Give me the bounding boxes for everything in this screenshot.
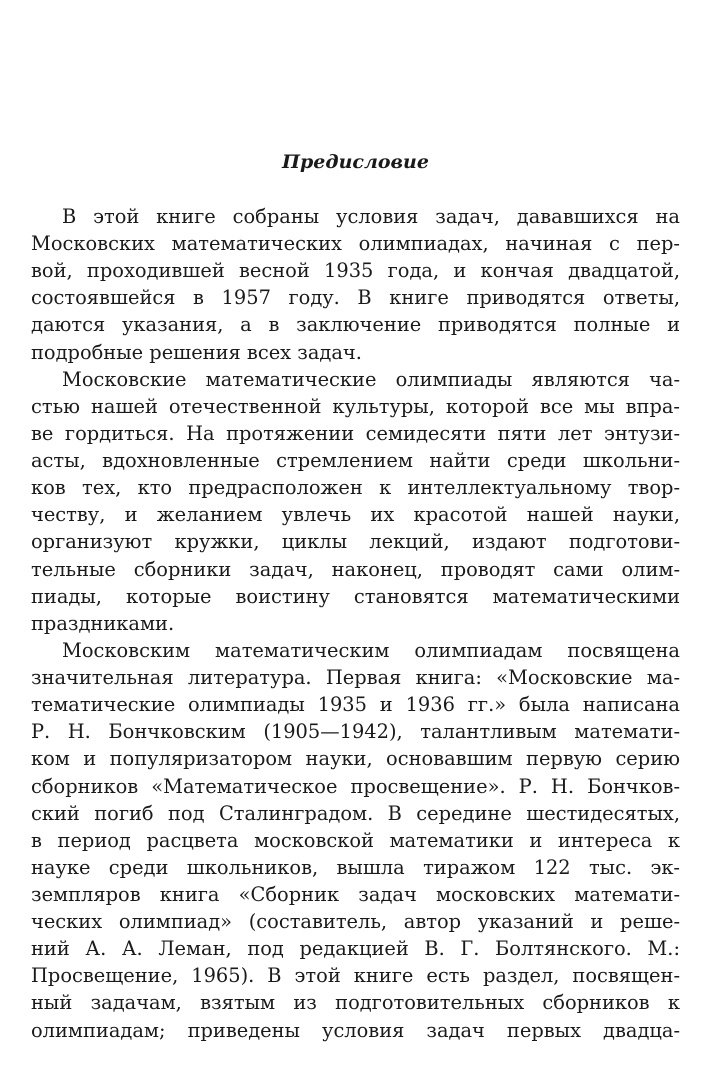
text-line: олимпиадам; приведены условия задач первых двадца- [31, 1018, 680, 1042]
text-line: организуют кружки, циклы лекций, издают подготови- [31, 530, 680, 554]
text-line: подробные решения всех задач. [31, 340, 362, 364]
text-line: сборников «Математическое просвещение». Р. Н. Бончков- [31, 774, 680, 798]
text-line: вой, проходившей весной 1935 года, и кончая двадцатой, [31, 259, 680, 283]
text-line: даются указания, а в заключение приводятся полные и [31, 313, 680, 337]
book-page [31, 0, 680, 1081]
text-line: Московских математических олимпиадах, начиная с пер- [31, 232, 680, 256]
text-line: ческих олимпиад» (составитель, автор указаний и реше- [31, 910, 680, 934]
text-line: науке среди школьников, вышла тиражом 122 тыс. эк- [31, 855, 680, 879]
text-line: состоявшейся в 1957 году. В книге приводятся ответы, [31, 286, 680, 310]
text-line: Московские математические олимпиады являются ча- [62, 367, 680, 391]
text-line: ний А. А. Леман, под редакцией В. Г. Болтянского. М.: [31, 937, 680, 961]
text-line: ком и популяризатором науки, основавшим первую серию [31, 747, 680, 771]
text-line: пиады, которые воистину становятся математическими [31, 584, 680, 608]
text-line: стью нашей отечественной культуры, которой все мы впра- [31, 394, 680, 418]
text-line: праздниками. [31, 611, 175, 635]
text-line: ков тех, кто предрасположен к интеллектуальному твор- [31, 476, 680, 500]
text-line: значительная литература. Первая книга: «Московские ма- [31, 666, 680, 690]
text-line: земпляров книга «Сборник задач московских математи- [31, 883, 680, 906]
text-line: честву, и желанием увлечь их красотой нашей науки, [31, 503, 680, 527]
text-line: ве гордиться. На протяжении семидесяти пяти лет энтузи- [31, 421, 680, 445]
text-line: Р. Н. Бончковским (1905—1942), талантливым математи- [31, 720, 680, 744]
text-line: Просвещение, 1965). В этой книге есть раздел, посвящен- [31, 964, 680, 988]
text-line: ный задачам, взятым из подготовительных сборников к [31, 991, 680, 1015]
text-line: асты, вдохновленные стремлением найти среди школьни- [31, 449, 680, 473]
text-line: ский погиб под Сталинградом. В середине шестидесятых, [31, 801, 680, 825]
text-line: в период расцвета московской математики и интереса к [31, 828, 680, 852]
text-line: Московским математическим олимпиадам посвящена [62, 638, 680, 662]
text-line: тематические олимпиады 1935 и 1936 гг.» была написана [31, 693, 680, 717]
text-line: тельные сборники задач, наконец, проводят сами олим- [31, 557, 680, 581]
text-line: В этой книге собраны условия задач, дававшихся на [62, 205, 680, 228]
page-title: Предисловие [282, 151, 429, 173]
